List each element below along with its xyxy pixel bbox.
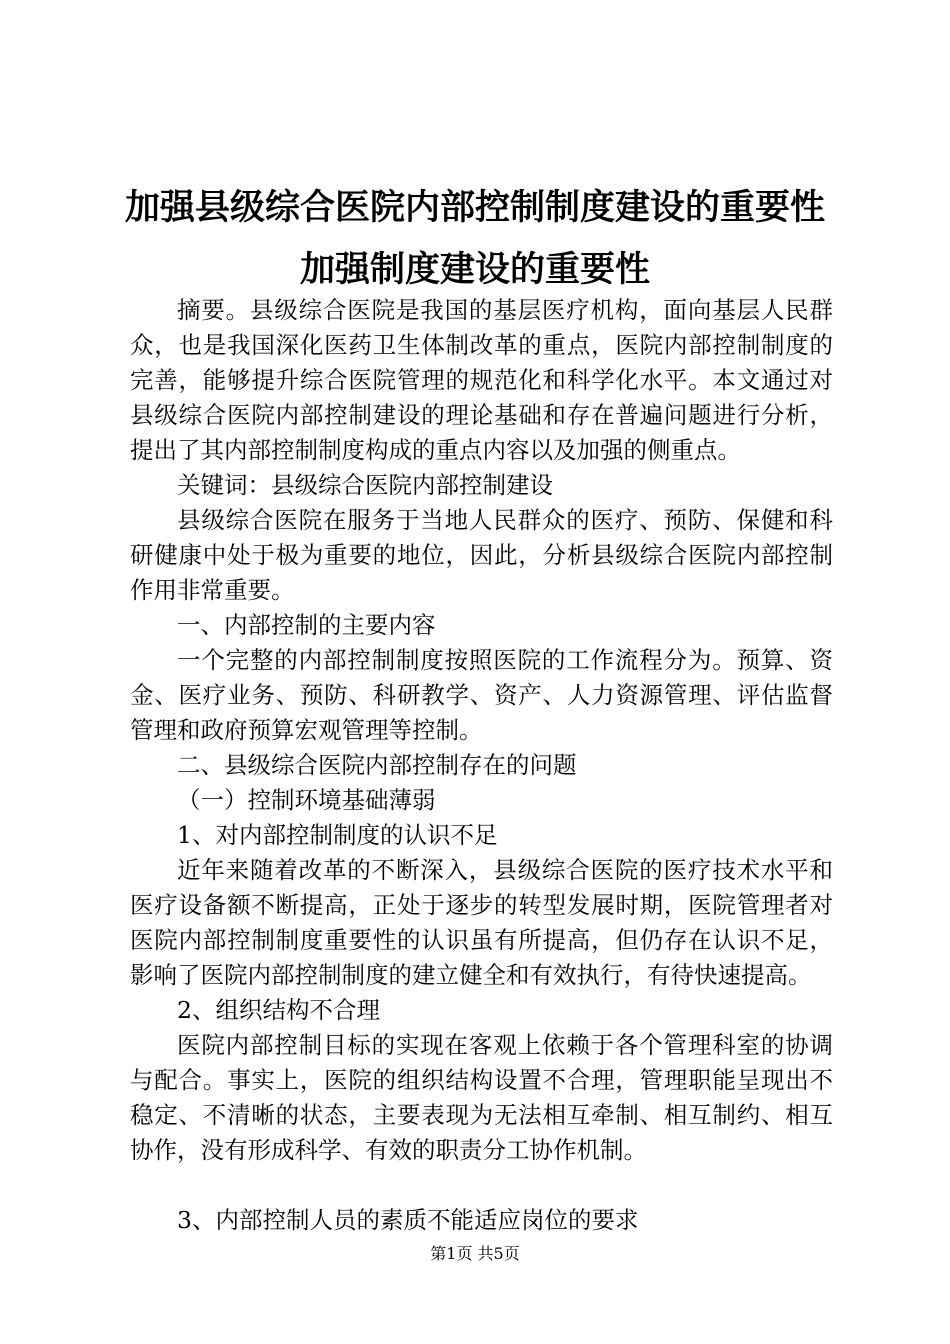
- item-1-paragraph: 近年来随着改革的不断深入，县级综合医院的医疗技术水平和医疗设备额不断提高，正处于逐步的转型发展时期，医院管理者对医院内部控制制度重要性的认识虽有所提高，但仍存在认识不足，影响了医院内部控制制度的建立健全和有效执行，有待快速提高。: [130, 856, 833, 989]
- section-1-paragraph: 一个完整的内部控制制度按照医院的工作流程分为。预算、资金、医疗业务、预防、科研教学、资产、人力资源管理、评估监督管理和政府预算宏观管理等控制。: [130, 646, 833, 744]
- document-body: [130, 293, 833, 1238]
- section-heading-2: 二、县级综合医院内部控制存在的问题: [177, 751, 577, 779]
- keywords-paragraph: 关键词：县级综合医院内部控制建设: [177, 471, 553, 499]
- intro-paragraph: 县级综合医院在服务于当地人民群众的医疗、预防、保健和科研健康中处于极为重要的地位，因此，分析县级综合医院内部控制作用非常重要。: [130, 506, 833, 604]
- item-heading-3: 3、内部控制人员的素质不能适应岗位的要求: [177, 1206, 639, 1234]
- item-heading-1: 1、对内部控制制度的认识不足: [177, 821, 498, 849]
- abstract-paragraph: 摘要。县级综合医院是我国的基层医疗机构，面向基层人民群众，也是我国深化医药卫生体制改革的重点，医院内部控制制度的完善，能够提升综合医院管理的规范化和科学化水平。本文通过对县级综合医院内部控制建设的理论基础和存在普遍问题进行分析，提出了其内部控制制度构成的重点内容以及加强的侧重点。: [130, 296, 833, 464]
- subsection-heading-1: （一）控制环境基础薄弱: [177, 786, 436, 814]
- item-2-paragraph: 医院内部控制目标的实现在客观上依赖于各个管理科室的协调与配合。事实上，医院的组织结构设置不合理，管理职能呈现出不稳定、不清晰的状态，主要表现为无法相互牵制、相互制约、相互协作，没有形成科学、有效的职责分工协作机制。: [130, 1031, 833, 1164]
- section-heading-1: 一、内部控制的主要内容: [177, 611, 436, 639]
- document-title: 加强县级综合医院内部控制制度建设的重要性: [124, 188, 825, 228]
- page-footer: 第1页 共5页: [430, 1244, 520, 1263]
- item-heading-2: 2、组织结构不合理: [177, 996, 380, 1024]
- document-subtitle: 加强制度建设的重要性: [299, 250, 650, 290]
